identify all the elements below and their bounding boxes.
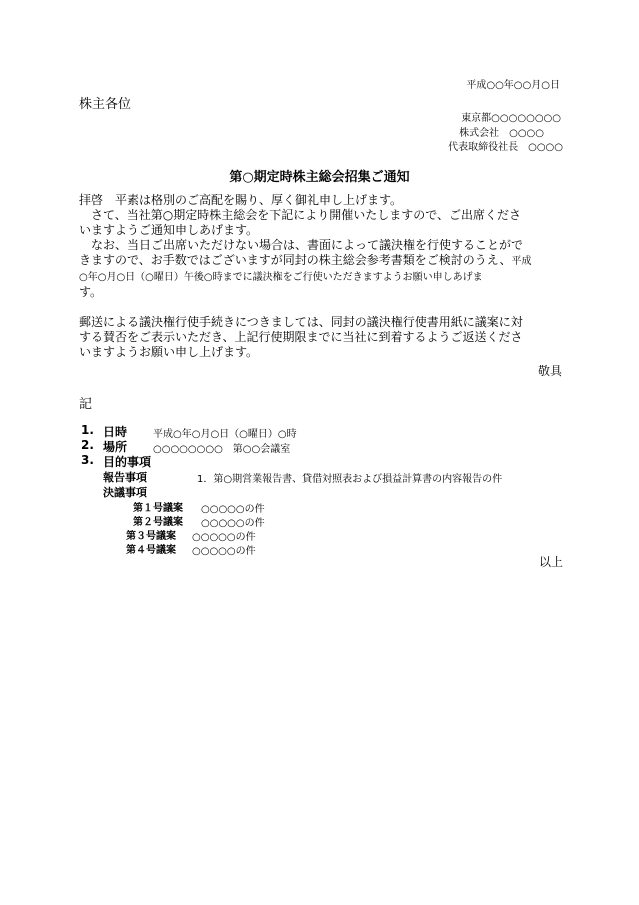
proposal-value: ○○○○○の件 bbox=[201, 518, 265, 529]
item-label: 日時 bbox=[103, 425, 128, 439]
ki-heading: 記 bbox=[79, 397, 93, 412]
body-line bbox=[79, 253, 563, 269]
addressee: 株主各位 bbox=[79, 97, 132, 112]
item-value: 平成○年○月○日（○曜日）○時 bbox=[153, 429, 297, 440]
body-line: する賛否をご表示いただき、上記行使期限までに当社に到着するようご返送くださ bbox=[79, 330, 523, 344]
item-label: 目的事項 bbox=[103, 455, 152, 469]
body-line: す。 bbox=[79, 285, 103, 299]
body-text bbox=[79, 193, 563, 360]
proposal-label: 第２号議案 bbox=[133, 517, 183, 528]
body-line: いますようお願い申し上げます。 bbox=[79, 345, 259, 359]
closing-keigu: 敬具 bbox=[537, 364, 562, 378]
proposal-value: ○○○○○の件 bbox=[192, 546, 256, 557]
item-number: 1. bbox=[81, 423, 94, 437]
proposal-label: 第４号議案 bbox=[126, 545, 176, 556]
item-number: 2. bbox=[81, 438, 94, 452]
body-line bbox=[79, 269, 563, 285]
item-number: 3. bbox=[81, 453, 94, 467]
body-line: 郵送による議決権行使手続きにつきましては、同封の議決権行使書用紙に議案に対 bbox=[79, 315, 523, 329]
body-line: いますようご通知申しあげます。 bbox=[79, 223, 259, 237]
body-line: さて、当社第○期定時株主総会を下記により開催いたしますので、ご出席くださ bbox=[79, 208, 521, 222]
proposal-value: ○○○○○の件 bbox=[201, 504, 265, 515]
document-title: 第○期定時株主総会招集ご通知 bbox=[229, 170, 410, 185]
item-value: ○○○○○○○○ 第○○会議室 bbox=[153, 444, 291, 455]
sender-address: 東京都○○○○○○○○ bbox=[461, 113, 561, 124]
proposal-label: 第１号議案 bbox=[133, 503, 183, 514]
proposal-value: ○○○○○の件 bbox=[192, 532, 256, 543]
sender-representative: 代表取締役社長 ○○○○ bbox=[448, 142, 563, 153]
report-label: 報告事項 bbox=[103, 471, 147, 484]
proposal-label: 第３号議案 bbox=[126, 531, 176, 542]
body-span: きますので、お手数ではございますが同封の株主総会参考書類をご検討のうえ、 bbox=[79, 253, 512, 267]
body-span: 平成 bbox=[511, 256, 532, 267]
item-label: 場所 bbox=[103, 440, 128, 454]
body-line: なお、当日ご出席いただけない場合は、書面によって議決権を行使することがで bbox=[79, 238, 524, 252]
sender-company: 株式会社 ○○○○ bbox=[459, 128, 544, 139]
end-ijo: 以上 bbox=[538, 555, 563, 569]
document-date: 平成○○年○○月○日 bbox=[466, 80, 560, 91]
resolution-label: 決議事項 bbox=[103, 486, 147, 499]
body-span: ○年○月○日（○曜日）午後○時までに議決権をご行使いただきますようお願い申しあげま bbox=[79, 272, 483, 283]
blank-line bbox=[79, 300, 563, 315]
greeting-line: 拝啓 平素は格別のご高配を賜り、厚く御礼申し上げます。 bbox=[79, 193, 403, 207]
report-value: 1．第○期営業報告書、貸借対照表および損益計算書の内容報告の件 bbox=[197, 474, 503, 485]
